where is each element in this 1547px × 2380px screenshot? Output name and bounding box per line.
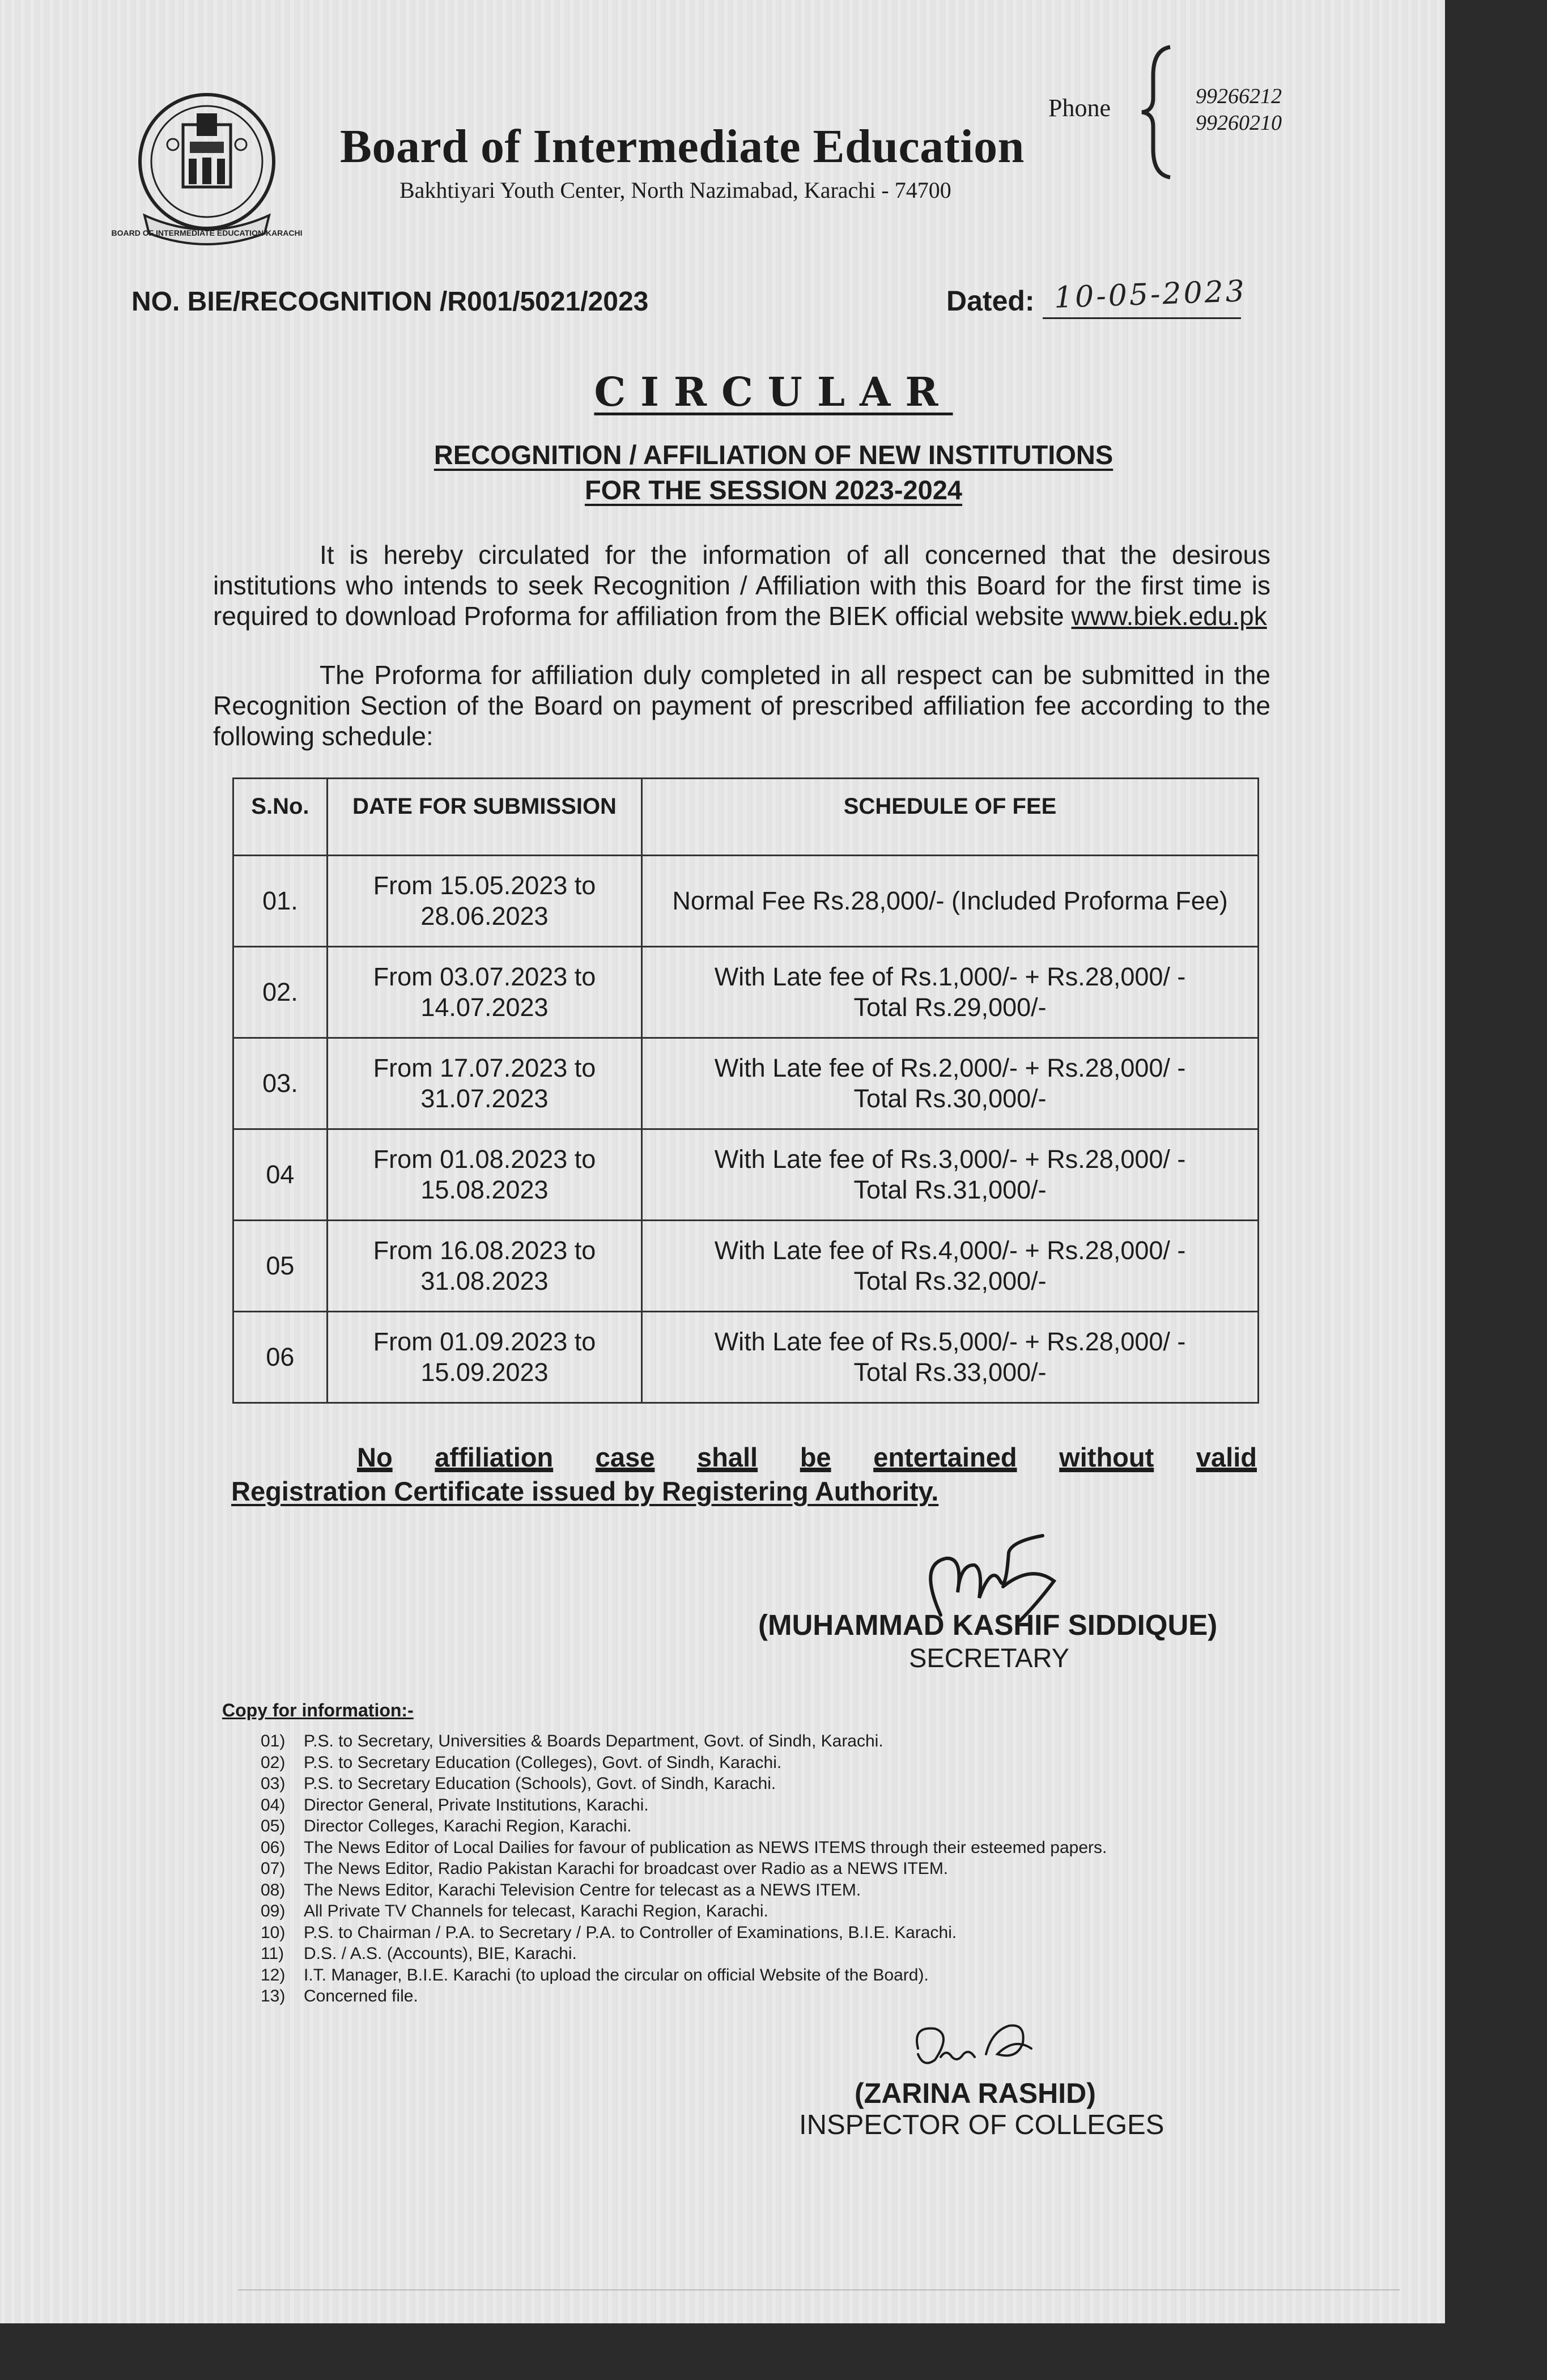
board-title: Board of Intermediate Education — [340, 120, 1025, 173]
signatory-name: (ZARINA RASHID) — [855, 2077, 1096, 2109]
cell-sno: 05 — [233, 1221, 328, 1312]
list-item: 01) P.S. to Secretary, Universities & Boards Department, Govt. of Sindh, Karachi. — [261, 1732, 883, 1750]
table-row — [233, 1221, 1259, 1312]
list-item: 06) The News Editor of Local Dailies for favour of publication as NEWS ITEMS through their esteemed papers. — [261, 1838, 1107, 1857]
table-row — [233, 1038, 1259, 1129]
header-date: DATE FOR SUBMISSION — [327, 779, 641, 856]
website-link[interactable]: www.biek.edu.pk — [1071, 601, 1267, 631]
circular-heading: CIRCULAR — [594, 368, 953, 415]
header-sno: S.No. — [233, 779, 328, 856]
phone-number: 99260210 — [1196, 111, 1282, 135]
list-item: 13) Concerned file. — [261, 1987, 418, 2005]
signatory-designation: SECRETARY — [909, 1643, 1069, 1673]
table-row — [233, 1312, 1259, 1403]
list-item: 05) Director Colleges, Karachi Region, Karachi. — [261, 1817, 632, 1835]
subject-heading — [0, 437, 1547, 508]
cell-sno: 04 — [233, 1129, 328, 1221]
paragraph-1: It is hereby circulated for the information of all concerned that the desirous institutions who intends to seek Recognition / Affiliation with this Board for the first time is required to download Proforma for affiliation from the BIEK official website www.biek.edu.pk — [213, 540, 1270, 631]
cell-date: From 17.07.2023 to 31.07.2023 — [327, 1038, 641, 1129]
signatory-designation: INSPECTOR OF COLLEGES — [799, 2110, 1164, 2140]
signature-inspector — [901, 2014, 1043, 2082]
list-item: 03) P.S. to Secretary Education (Schools), Govt. of Sindh, Karachi. — [261, 1774, 776, 1793]
table-row — [233, 1129, 1259, 1221]
cell-sno: 01. — [233, 856, 328, 947]
copy-list — [261, 1731, 1107, 2007]
cell-fee: With Late fee of Rs.1,000/- + Rs.28,000/ - Total Rs.29,000/- — [642, 947, 1259, 1038]
phone-label: Phone — [1048, 94, 1111, 122]
list-item: 08) The News Editor, Karachi Television Centre for telecast as a NEWS ITEM. — [261, 1880, 861, 1899]
fee-schedule-table — [232, 777, 1259, 1404]
list-item: 09) All Private TV Channels for telecast, Karachi Region, Karachi. — [261, 1902, 768, 1920]
notice-line-1: No affiliation case shall be entertained without valid — [357, 1442, 1257, 1472]
subject-line: FOR THE SESSION 2023-2024 — [584, 475, 963, 505]
paragraph-2: The Proforma for affiliation duly completed in all respect can be submitted in the Recognition Section of the Board on payment of prescribed affiliation fee according to the following schedule: — [213, 660, 1270, 751]
list-item: 12) I.T. Manager, B.I.E. Karachi (to upload the circular on official Website of the Board). — [261, 1965, 929, 1984]
list-item: 04) Director General, Private Institutions, Karachi. — [261, 1795, 649, 1814]
cell-fee: Normal Fee Rs.28,000/- (Included Proforma Fee) — [642, 856, 1259, 947]
notice-text — [231, 1440, 1257, 1508]
cell-sno: 02. — [233, 947, 328, 1038]
subject-line: RECOGNITION / AFFILIATION OF NEW INSTITUTIONS — [434, 440, 1114, 470]
brace-icon — [1139, 44, 1179, 180]
svg-text:BOARD OF INTERMEDIATE EDUCATIO: BOARD OF INTERMEDIATE EDUCATION KARACHI — [111, 228, 303, 237]
cell-date: From 01.08.2023 to 15.08.2023 — [327, 1129, 641, 1221]
phone-number: 99266212 — [1196, 84, 1282, 108]
table-header-row — [233, 779, 1259, 856]
table-row — [233, 856, 1259, 947]
cell-date: From 01.09.2023 to 15.09.2023 — [327, 1312, 641, 1403]
date-handwritten: 10-05-2023 — [1053, 274, 1247, 315]
notice-line-2: Registration Certificate issued by Registering Authority. — [231, 1476, 939, 1506]
cell-date: From 03.07.2023 to 14.07.2023 — [327, 947, 641, 1038]
cell-date: From 15.05.2023 to 28.06.2023 — [327, 856, 641, 947]
divider — [238, 2289, 1400, 2290]
list-item: 10) P.S. to Chairman / P.A. to Secretary / P.A. to Controller of Examinations, B.I.E. Karachi. — [261, 1923, 957, 1942]
cell-sno: 03. — [233, 1038, 328, 1129]
cell-fee: With Late fee of Rs.2,000/- + Rs.28,000/ - Total Rs.30,000/- — [642, 1038, 1259, 1129]
list-item: 07) The News Editor, Radio Pakistan Karachi for broadcast over Radio as a NEWS ITEM. — [261, 1859, 949, 1878]
cell-fee: With Late fee of Rs.3,000/- + Rs.28,000/ - Total Rs.31,000/- — [642, 1129, 1259, 1221]
cell-fee: With Late fee of Rs.4,000/- + Rs.28,000/ - Total Rs.32,000/- — [642, 1221, 1259, 1312]
dated-label: Dated: — [946, 285, 1035, 317]
header-fee: SCHEDULE OF FEE — [642, 779, 1259, 856]
list-item: 11) D.S. / A.S. (Accounts), BIE, Karachi. — [261, 1944, 577, 1963]
signatory-name: (MUHAMMAD KASHIF SIDDIQUE) — [758, 1609, 1218, 1641]
reference-number: NO. BIE/RECOGNITION /R001/5021/2023 — [131, 287, 649, 317]
copy-heading: Copy for information:- — [222, 1700, 414, 1720]
list-item: 02) P.S. to Secretary Education (Colleges), Govt. of Sindh, Karachi. — [261, 1753, 782, 1772]
date-underline — [1043, 317, 1241, 319]
board-address: Bakhtiyari Youth Center, North Nazimabad, Karachi - 74700 — [400, 177, 951, 203]
table-row — [233, 947, 1259, 1038]
cell-date: From 16.08.2023 to 31.08.2023 — [327, 1221, 641, 1312]
board-seal-icon — [111, 91, 303, 255]
cell-sno: 06 — [233, 1312, 328, 1403]
cell-fee: With Late fee of Rs.5,000/- + Rs.28,000/ - Total Rs.33,000/- — [642, 1312, 1259, 1403]
